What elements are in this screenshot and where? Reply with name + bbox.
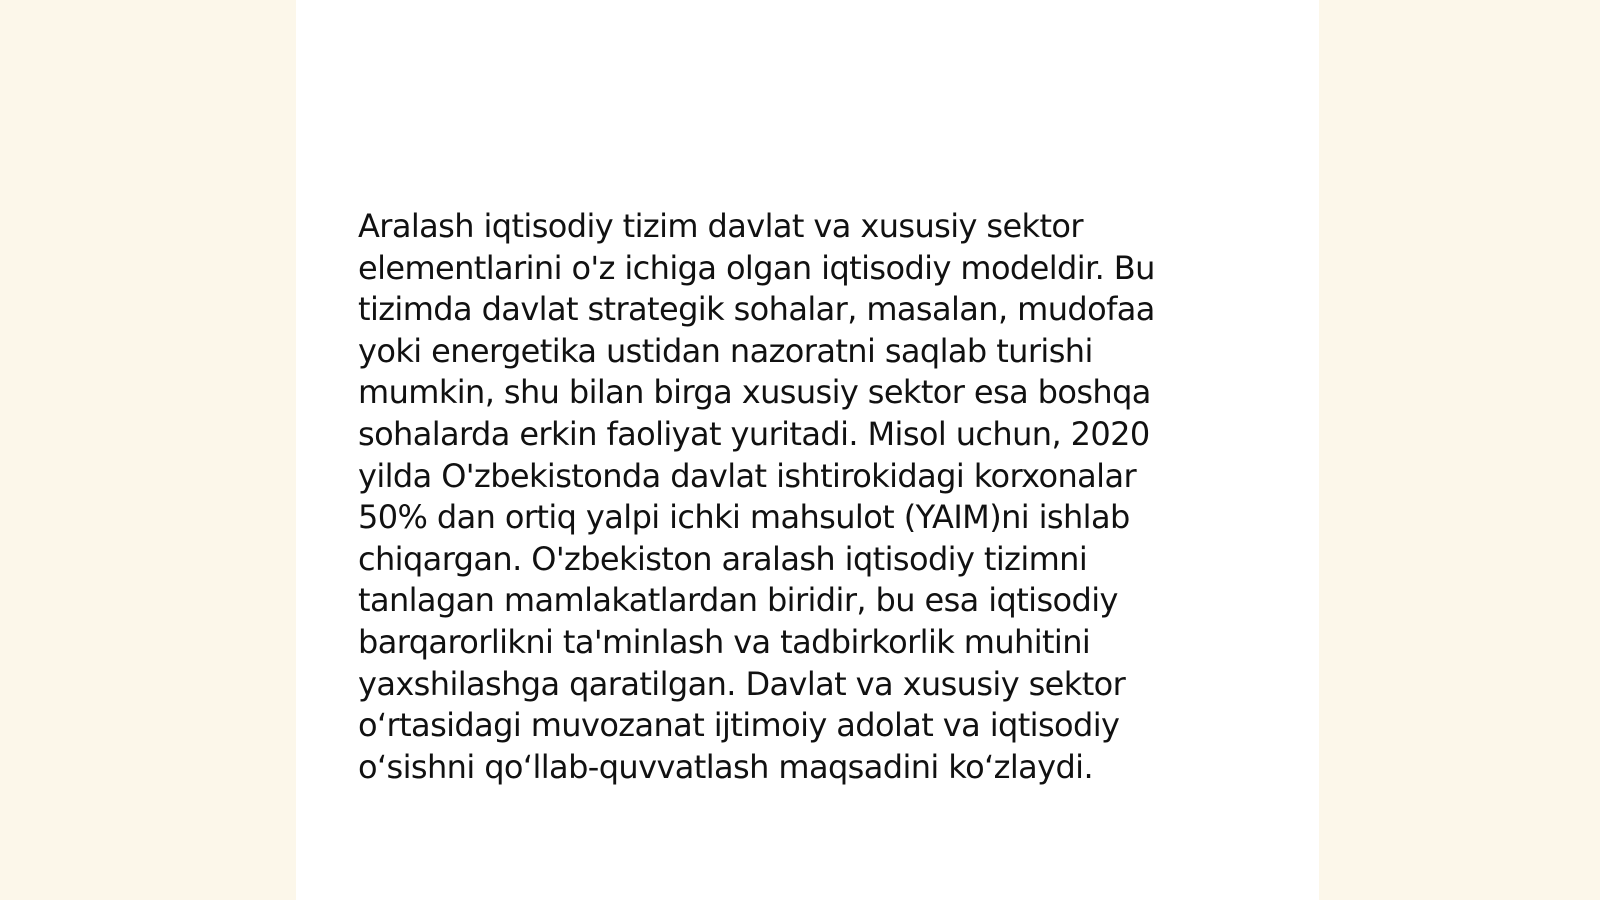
body-paragraph xyxy=(358,206,1218,788)
paragraph-line: oʻsishni qoʻllab-quvvatlash maqsadini koʻzlaydi. xyxy=(358,747,1094,786)
paragraph-line: barqarorlikni ta'minlash va tadbirkorlik muhitini xyxy=(358,622,1091,661)
paragraph-line: elementlarini o'z ichiga olgan iqtisodiy modeldir. Bu xyxy=(358,248,1155,287)
paragraph-line: mumkin, shu bilan birga xususiy sektor esa boshqa xyxy=(358,373,1151,412)
document-page xyxy=(296,0,1319,900)
paragraph-line: yaxshilashga qaratilgan. Davlat va xususiy sektor xyxy=(358,664,1126,703)
paragraph-line: tizimda davlat strategik sohalar, masalan, mudofaa xyxy=(358,290,1155,329)
paragraph-line: chiqargan. O'zbekiston aralash iqtisodiy tizimni xyxy=(358,539,1088,578)
paragraph-line: yilda O'zbekistonda davlat ishtirokidagi korxonalar xyxy=(358,456,1137,495)
paragraph-line: sohalarda erkin faoliyat yuritadi. Misol uchun, 2020 xyxy=(358,414,1150,453)
paragraph-line: oʻrtasidagi muvozanat ijtimoiy adolat va iqtisodiy xyxy=(358,706,1120,745)
paragraph-line: Aralash iqtisodiy tizim davlat va xususiy sektor xyxy=(358,207,1083,245)
paragraph-line: 50% dan ortiq yalpi ichki mahsulot (YAIM)ni ishlab xyxy=(358,498,1130,537)
paragraph-line: tanlagan mamlakatlardan biridir, bu esa iqtisodiy xyxy=(358,581,1118,620)
paragraph-line: yoki energetika ustidan nazoratni saqlab turishi xyxy=(358,331,1093,370)
